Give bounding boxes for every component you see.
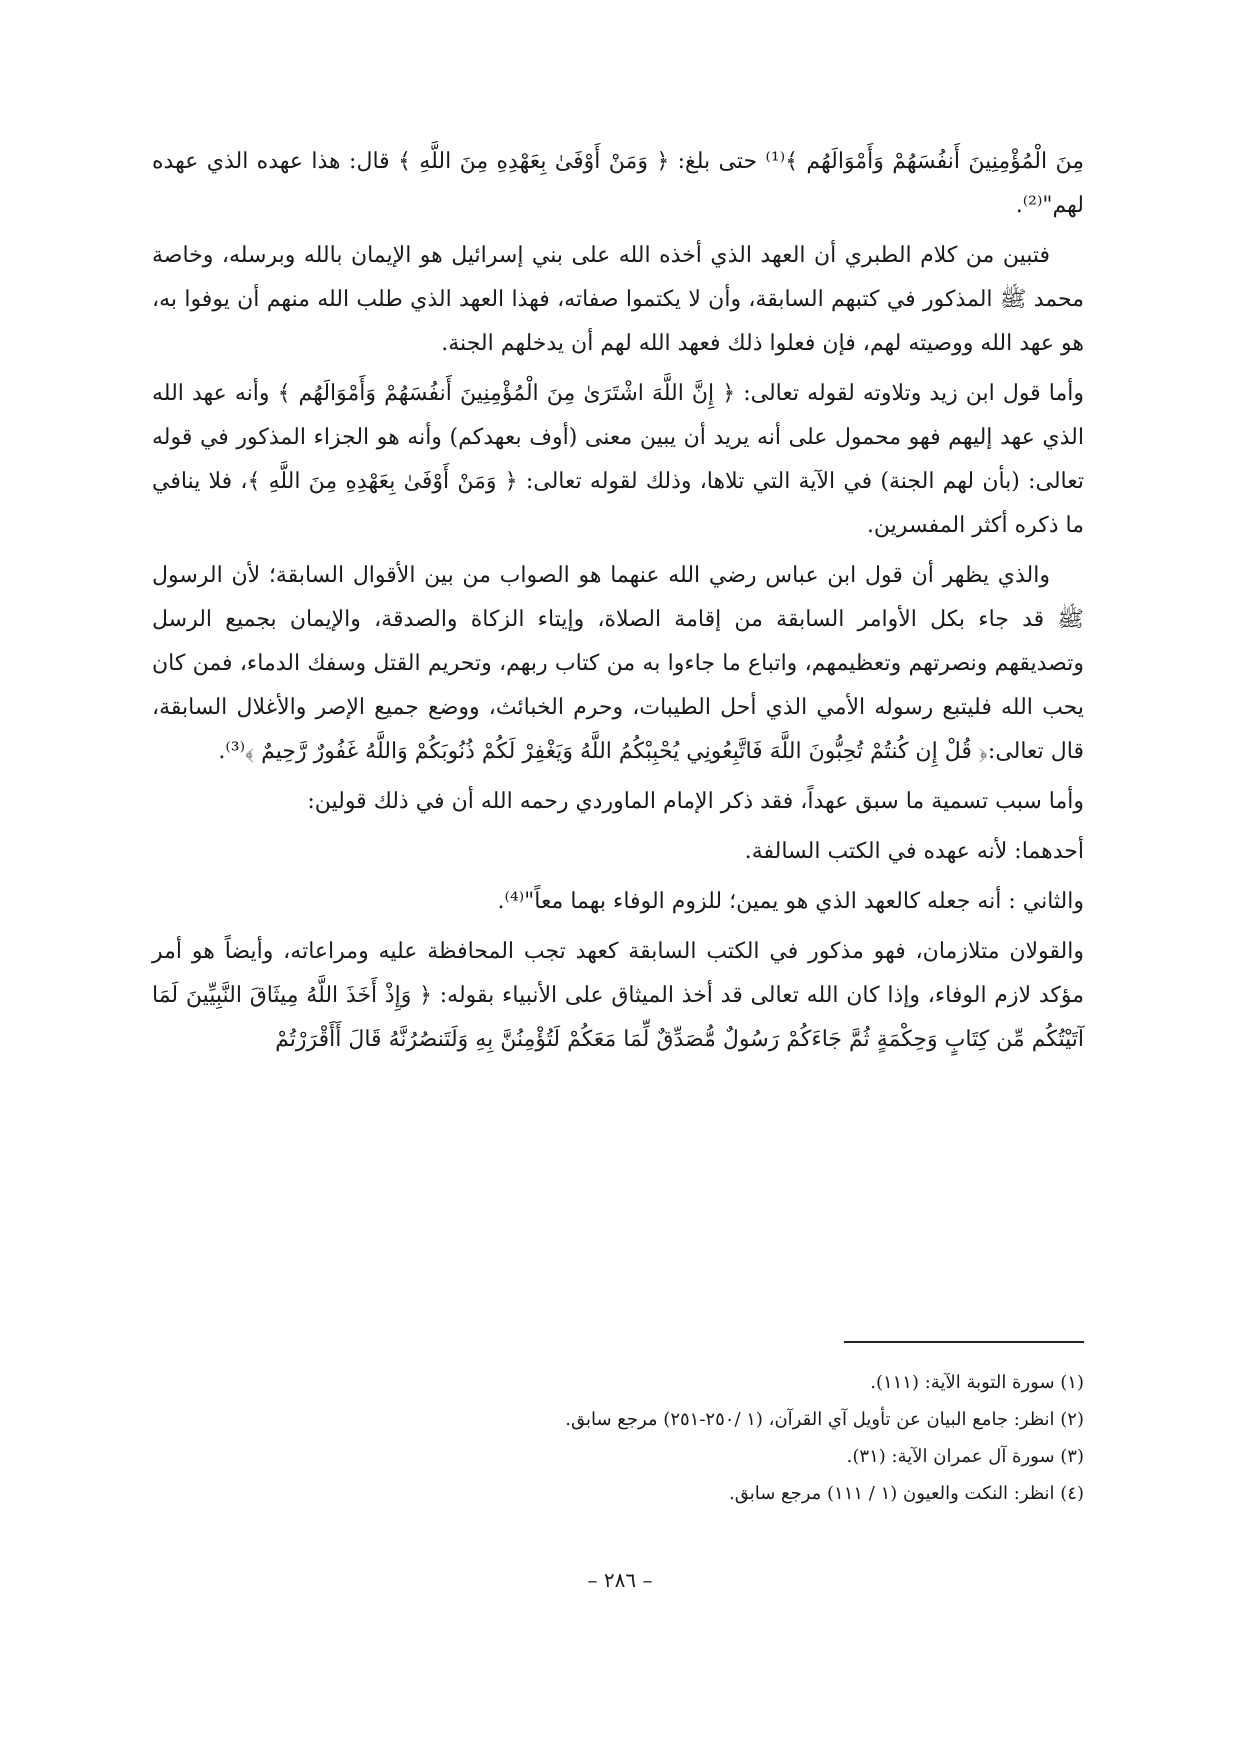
footnotes — [152, 1364, 1084, 1512]
footnote-1: (١) سورة التوبة الآية: (١١١). — [870, 1372, 1084, 1393]
paragraph-4: والذي يظهر أن قول ابن عباس رضي الله عنهما هو الصواب من بين الأقوال السابقة؛ لأن الرسول ﷺ قد جاء بكل الأوامر السابقة من إقامة الصلاة، وإيتاء الزكاة والصدقة، والإيمان بجميع الرسل وتصديقهم ونصرتهم وتعظيمهم، واتباع ما جاءوا به من كتاب ربهم، وتحريم القتل وسفك الدماء، فمن كان يحب الله فليتبع رسوله الأمي الذي أحل الطيبات، وحرم الخبائث، ووضع جميع الإصر والأغلال السابقة، قال تعالى:﴿ قُلْ إِن كُنتُمْ تُحِبُّونَ اللَّهَ فَاتَّبِعُونِي يُحْبِبْكُمُ اللَّهُ وَيَغْفِرْ لَكُمْ ذُنُوبَكُمْ وَاللَّهُ غَفُورٌ رَّحِيمٌ ﴾⁽³⁾. — [152, 563, 1084, 764]
paragraph-6: أحدهما: لأنه عهده في الكتب السالفة. — [744, 839, 1084, 864]
footnote-3: (٣) سورة آل عمران الآية: (٣١). — [846, 1446, 1084, 1467]
footnote-4: (٤) انظر: النكت والعيون (١ / ١١١) مرجع سابق. — [728, 1483, 1084, 1504]
paragraph-7: والثاني : أنه جعله كالعهد الذي هو يمين؛ للزوم الوفاء بهما معاً"⁽⁴⁾. — [497, 889, 1084, 914]
paragraph-5: وأما سبب تسمية ما سبق عهداً، فقد ذكر الإمام الماوردي رحمه الله أن في ذلك قولين: — [307, 789, 1084, 814]
paragraph-1: مِنَ الْمُؤْمِنِينَ أَنفُسَهُمْ وَأَمْوَالَهُم ﴾⁽¹⁾ حتى بلغ: ﴿ وَمَنْ أَوْفَىٰ بِعَهْدِهِ مِنَ اللَّهِ ﴾ قال: هذا عهده الذي عهده لهم"⁽²⁾. — [152, 149, 1084, 218]
paragraph-8: والقولان متلازمان، فهو مذكور في الكتب السابقة كعهد تجب المحافظة عليه ومراعاته، وأيضاً هو أمر مؤكد لازم الوفاء، وإذا كان الله تعالى قد أخذ الميثاق على الأنبياء بقوله: ﴿ وَإِذْ أَخَذَ اللَّهُ مِيثَاقَ النَّبِيِّينَ لَمَا آتَيْتُكُم مِّن كِتَابٍ وَحِكْمَةٍ ثُمَّ جَاءَكُمْ رَسُولٌ مُّصَدِّقٌ لِّمَا مَعَكُمْ لَتُؤْمِنُنَّ بِهِ وَلَتَنصُرُنَّهُ قَالَ أَأَقْرَرْتُمْ — [152, 939, 1084, 1052]
page-number: – ٢٨٦ – — [587, 1568, 653, 1592]
paragraph-3: وأما قول ابن زيد وتلاوته لقوله تعالى: ﴿ إِنَّ اللَّهَ اشْتَرَىٰ مِنَ الْمُؤْمِنِينَ أَنفُسَهُمْ وَأَمْوَالَهُم ﴾ وأنه عهد الله الذي عهد إليهم فهو محمول على أنه يريد أن يبين معنى (أوف بعهدكم) وأنه هو الجزاء المذكور في قوله تعالى: (بأن لهم الجنة) في الآية التي تلاها، وذلك لقوله تعالى: ﴿ وَمَنْ أَوْفَىٰ بِعَهْدِهِ مِنَ اللَّهِ ﴾، فلا ينافي ما ذكره أكثر المفسرين. — [152, 381, 1084, 538]
footnote-2: (٢) انظر: جامع البيان عن تأويل آي القرآن، (١ /٢٥٠-٢٥١) مرجع سابق. — [565, 1409, 1084, 1430]
paragraph-2: فتبين من كلام الطبري أن العهد الذي أخذه الله على بني إسرائيل هو الإيمان بالله وبرسله، وخاصة محمد ﷺ المذكور في كتبهم السابقة، وأن لا يكتموا صفاته، فهذا العهد الذي طلب الله منهم أن يوفوا به، هو عهد الله ووصيته لهم، فإن فعلوا ذلك فعهد الله لهم أن يدخلهم الجنة. — [152, 243, 1084, 356]
footnote-divider — [844, 1341, 1084, 1343]
main-text — [152, 140, 1084, 1068]
